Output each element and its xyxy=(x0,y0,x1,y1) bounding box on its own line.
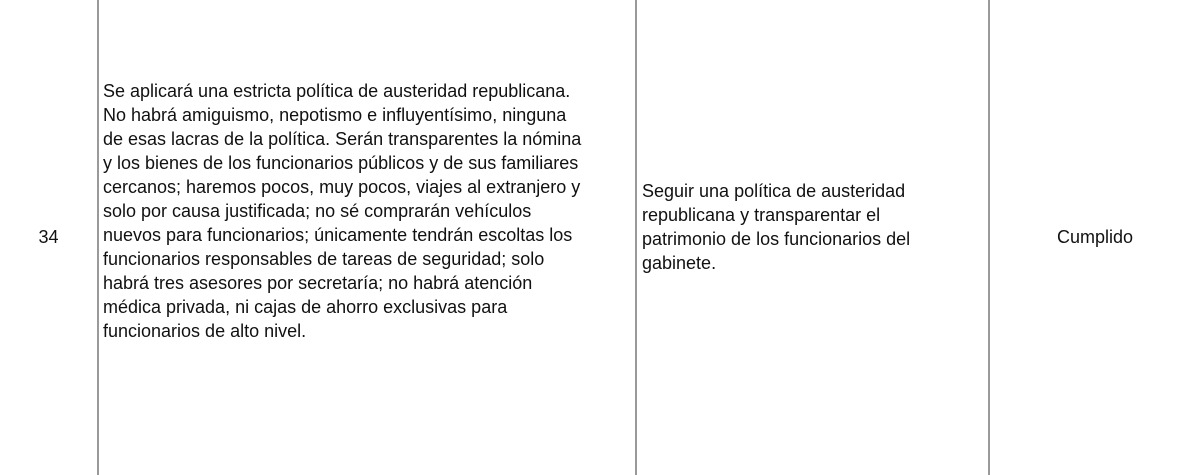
promise-line: Se aplicará una estricta política de austeridad republicana. xyxy=(103,81,571,101)
promise-line: habrá tres asesores por secretaría; no habrá atención xyxy=(103,273,533,293)
promise-text-cell xyxy=(103,79,633,343)
promise-line: médica privada, ni cajas de ahorro exclusivas para xyxy=(103,297,508,317)
commitment-line: gabinete. xyxy=(642,253,717,273)
promise-line: solo por causa justificada; no sé comprarán vehículos xyxy=(103,201,532,221)
promise-line: nuevos para funcionarios; únicamente tendrán escoltas los xyxy=(103,225,573,245)
status-cell: Cumplido xyxy=(1056,227,1134,247)
commitment-text-cell xyxy=(642,179,986,275)
column-divider xyxy=(97,0,99,475)
promise-line: de esas lacras de la política. Serán transparentes la nómina xyxy=(103,129,582,149)
promise-line: funcionarios de alto nivel. xyxy=(103,321,307,341)
commitment-line: republicana y transparentar el xyxy=(642,205,881,225)
commitment-line: patrimonio de los funcionarios del xyxy=(642,229,911,249)
promise-line: No habrá amiguismo, nepotismo e influyentísimo, ninguna xyxy=(103,105,567,125)
commitment-line: Seguir una política de austeridad xyxy=(642,181,906,201)
column-divider xyxy=(635,0,637,475)
promise-line: funcionarios responsables de tareas de seguridad; solo xyxy=(103,249,545,269)
promise-line: cercanos; haremos pocos, muy pocos, viajes al extranjero y xyxy=(103,177,581,197)
promise-line: y los bienes de los funcionarios públicos y de sus familiares xyxy=(103,153,579,173)
row-number-cell: 34 xyxy=(38,227,59,247)
